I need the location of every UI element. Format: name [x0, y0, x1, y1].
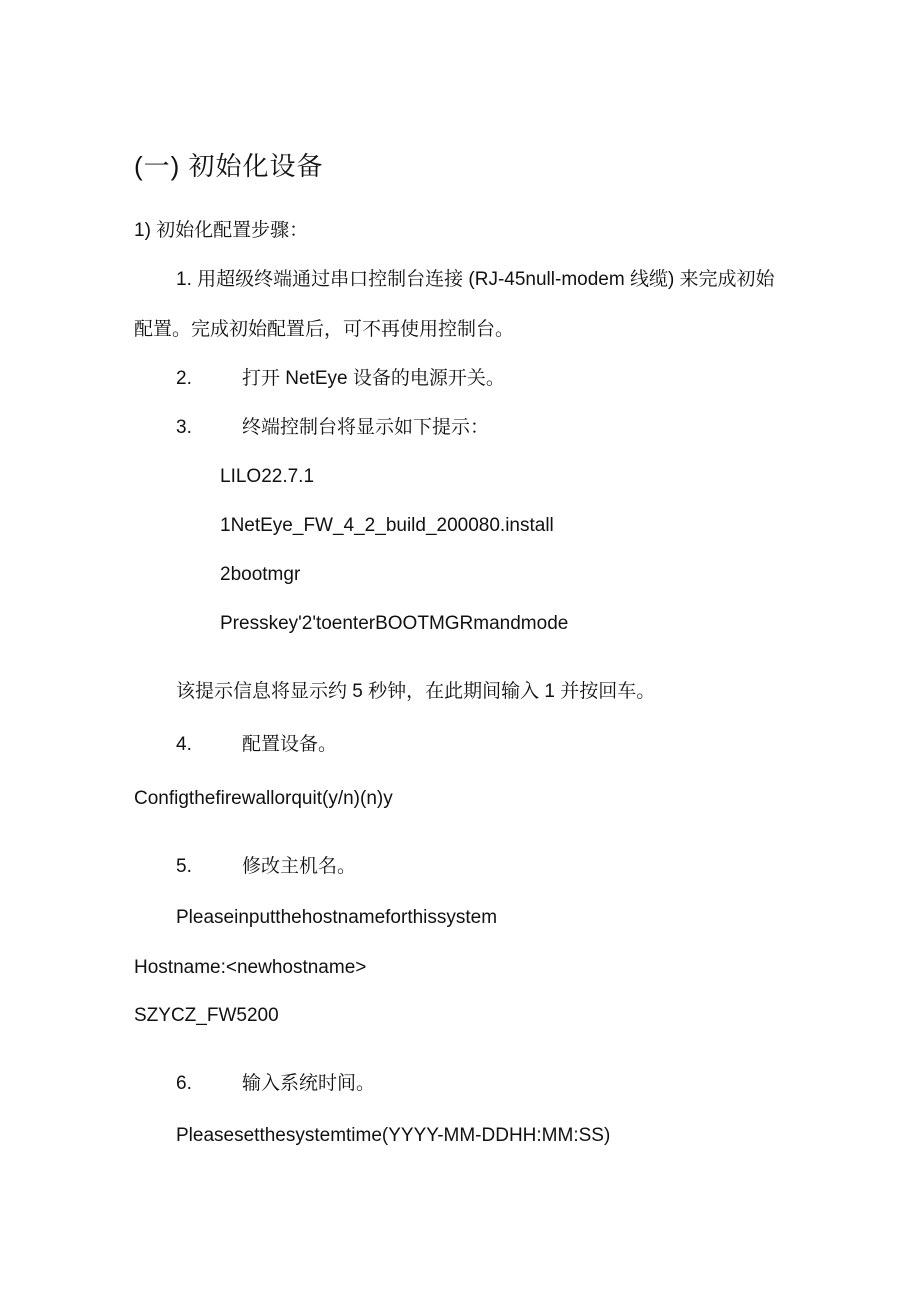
step-6-text: 输入系统时间。 [242, 1073, 376, 1094]
console-line: LILO22.7.1 [220, 466, 315, 487]
step-4 [176, 733, 337, 757]
step-5-console-line: SZYCZ_FW5200 [134, 1005, 279, 1026]
console-line: 1NetEye_FW_4_2_build_200080.install [220, 515, 554, 536]
step-3-number: 3. [176, 417, 192, 438]
sub-heading: 1) 初始化配置步骤： [134, 220, 309, 241]
step-5-number: 5. [176, 856, 192, 877]
step-1-line-2: 配置。完成初始配置后，可不再使用控制台。 [134, 319, 515, 340]
step-4-text: 配置设备。 [242, 734, 338, 755]
step-6 [176, 1072, 375, 1096]
section-title: (一) 初始化设备 [134, 151, 324, 181]
step-5-console-line: Pleaseinputthehostnameforthissystem [176, 907, 498, 928]
step-4-console: Configthefirewallorquit(y/n)(n)y [134, 788, 393, 809]
step-1-line-1: 1. 用超级终端通过串口控制台连接 (RJ-45null-modem 线缆) 来完成初始 [176, 269, 775, 290]
step-2 [176, 367, 505, 391]
step-5 [176, 855, 356, 879]
step-2-text: 打开 NetEye 设备的电源开关。 [242, 368, 505, 389]
note-text: 该提示信息将显示约 5 秒钟，在此期间输入 1 并按回车。 [176, 681, 656, 702]
step-5-text: 修改主机名。 [242, 856, 357, 877]
step-5-console-line: Hostname:<newhostname> [134, 957, 367, 978]
console-line: Presskey'2'toenterBOOTMGRmandmode [220, 613, 569, 634]
step-2-number: 2. [176, 368, 192, 389]
console-line: 2bootmgr [220, 564, 301, 585]
step-3 [176, 416, 489, 440]
step-6-console: Pleasesetthesystemtime(YYYY-MM-DDHH:MM:SS) [176, 1125, 611, 1146]
step-4-number: 4. [176, 734, 192, 755]
step-6-number: 6. [176, 1073, 192, 1094]
step-3-text: 终端控制台将显示如下提示： [242, 417, 490, 438]
